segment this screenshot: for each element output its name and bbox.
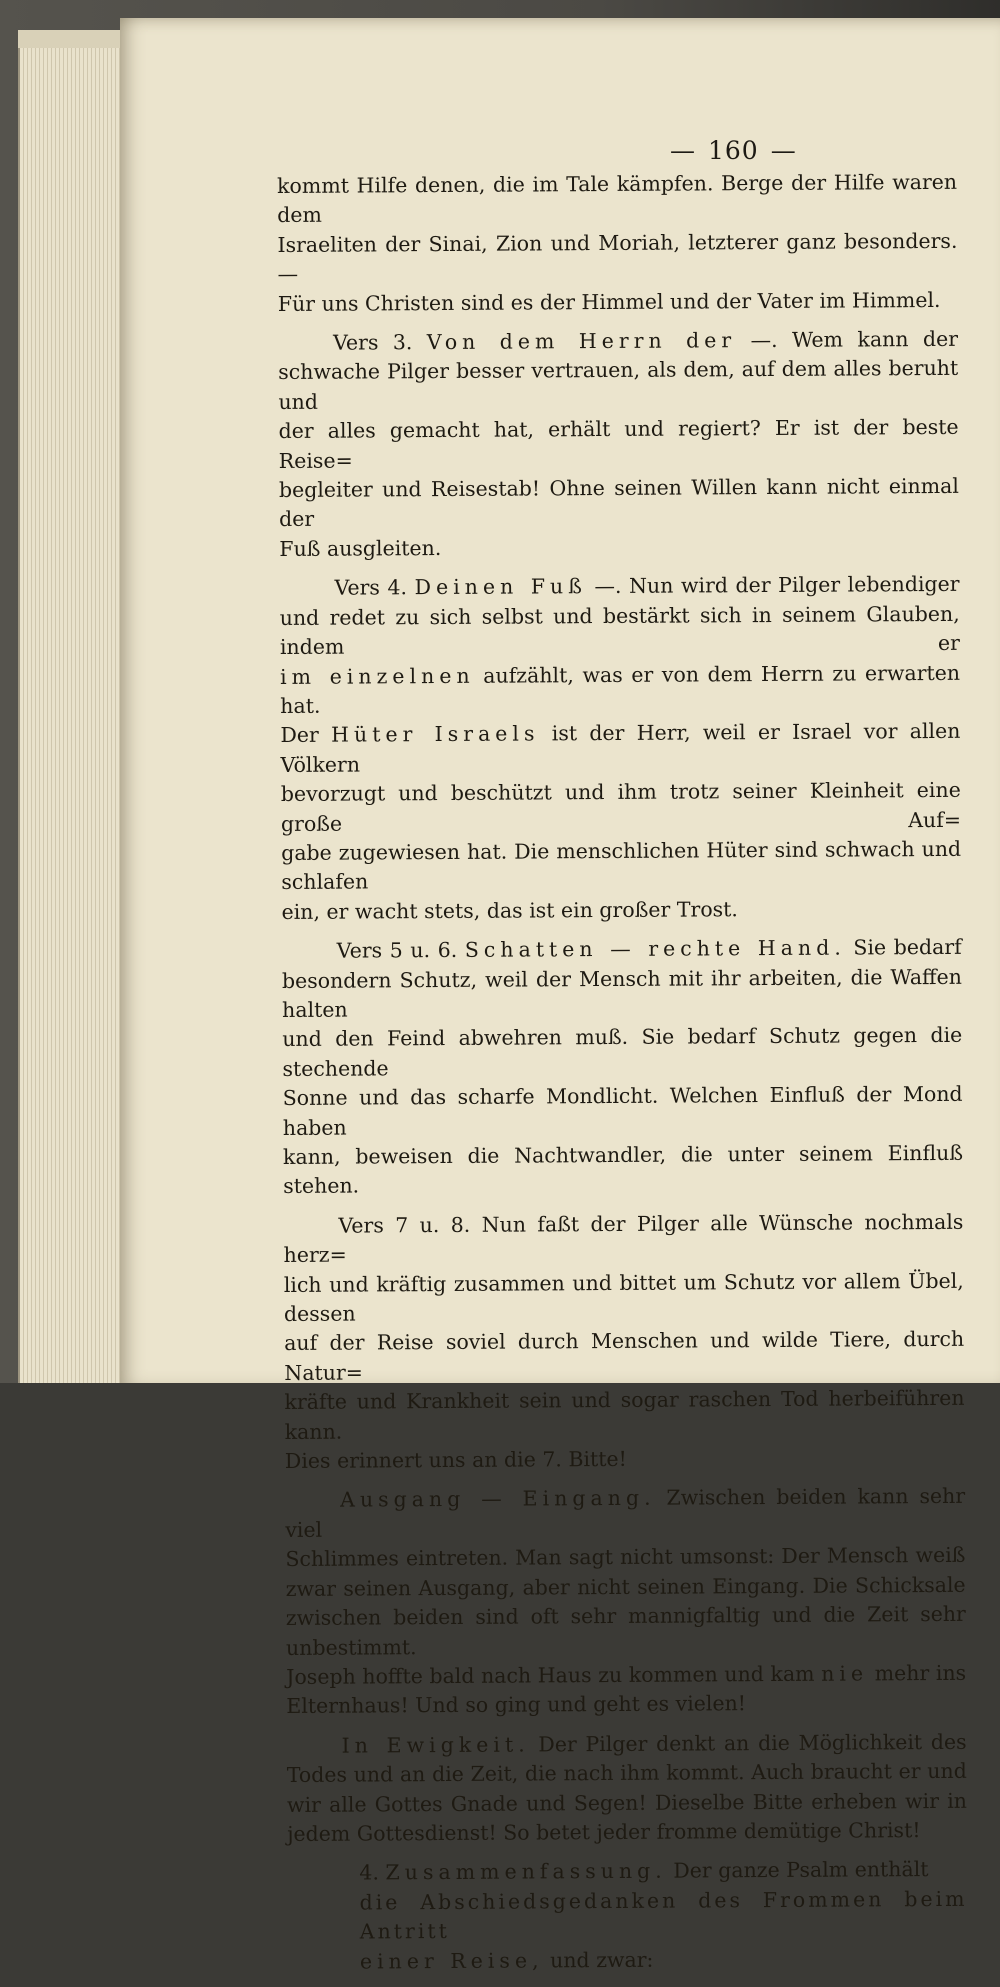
verse-label: Vers 5 u. 6. [336, 938, 458, 963]
text-fragment: Nun faßt der Pilger alle Wünsche nochmals herz= [283, 1209, 964, 1268]
verse-lead-spaced: Ausgang — Eingang. [340, 1486, 656, 1513]
text-line: zwar seinen Ausgang, aber nicht seinen Eingang. Die Schicksale [285, 1572, 966, 1601]
text-fragment: mehr ins [874, 1660, 967, 1686]
text-line: auf der Reise soviel durch Menschen und wilde Tiere, durch Natur= [284, 1327, 965, 1385]
text-line: schwache Pilger besser vertrauen, als dem, auf dem alles beruht und [278, 356, 959, 414]
section-summary [287, 1855, 968, 1977]
text-line [280, 717, 960, 780]
text-line: ein, er wacht stets, das ist ein großer Trost. [281, 896, 738, 924]
text-fragment: —. Nun wird der Pilger lebendiger [594, 572, 960, 599]
text-line: zwischen beiden sind oft sehr mannigfaltig und die Zeit sehr unbestimmt. [285, 1601, 966, 1660]
verse-label: Vers 3. [332, 330, 413, 355]
text-fragment: und zwar: [550, 1947, 654, 1972]
text-line: besondern Schutz, weil der Mensch mit ihr arbeiten, die Waffen halten [281, 964, 962, 1022]
text-line [280, 658, 960, 721]
text-line [287, 1855, 967, 1889]
verse-lead-spaced: Von dem Herrn der [426, 328, 737, 355]
paragraph-vers-5-6 [282, 933, 964, 1202]
text-line: Todes und an die Zeit, die nach ihm kommt. Auch braucht er und [286, 1758, 967, 1788]
text-line [278, 325, 958, 359]
page-number-value: 160 [708, 136, 759, 165]
verse-lead-spaced: In Ewigkeit. [341, 1732, 530, 1758]
text-fragment: aufzählt, was er von dem Herrn zu erwarten hat. [280, 660, 961, 718]
text-line [287, 1885, 967, 1948]
text-line [287, 1728, 967, 1762]
text-line [282, 933, 962, 967]
verse-lead-spaced: Deinen Fuß [414, 574, 588, 600]
text-fragment: Sie bedarf [853, 934, 962, 960]
spaced-phrase: Hüter Israels [331, 721, 540, 747]
text-line: kräfte und Krankheit sein und sogar raschen Tod herbeiführen kann. [284, 1386, 965, 1444]
text-line [283, 1208, 963, 1271]
verse-lead-spaced: Schatten — rechte Hand. [464, 935, 846, 963]
spaced-phrase: einer Reise, [359, 1947, 544, 1974]
section-number: 4. [359, 1860, 380, 1885]
text-line [285, 1482, 965, 1545]
text-line: und den Feind abwehren muß. Sie bedarf Schutz gegen die stechende [282, 1023, 963, 1081]
verse-label: Vers 7 u. 8. [338, 1212, 471, 1238]
page-number [658, 136, 809, 165]
text-line: Dies erinnert uns an die 7. Bitte! [284, 1446, 627, 1474]
text-line [279, 570, 959, 604]
text-line [288, 1943, 968, 1977]
text-line: Schlimmes eintreten. Man sagt nicht umsonst: Der Mensch weiß [285, 1543, 966, 1572]
paragraph-in-ewigkeit [287, 1728, 968, 1850]
section-heading: Zusammenfassung. [385, 1858, 667, 1885]
text-line: Für uns Christen sind es der Himmel und der Vater im Himmel. [277, 287, 941, 316]
page-stack-edges [18, 30, 130, 1383]
spaced-phrase: die Abschiedsgedanken des Frommen beim Antritt [359, 1886, 968, 1944]
text-line: gabe zugewiesen hat. Die menschlichen Hüter sind schwach und schlafen [281, 836, 962, 895]
paragraph-vers-4 [279, 570, 961, 927]
text-line: Sonne und das scharfe Mondlicht. Welchen Einfluß der Mond haben [282, 1082, 963, 1140]
text-fragment: —. Wem kann der [750, 326, 959, 353]
paragraph-intro [277, 168, 958, 319]
text-line: kann, beweisen die Nachtwandler, die unter seinem Einfluß stehen. [282, 1140, 964, 1199]
text-line: Fuß ausgleiten. [279, 535, 442, 561]
verse-label: Vers 4. [334, 575, 408, 600]
page-body-text [277, 168, 968, 1987]
text-line: Israeliten der Sinai, Zion und Moriah, letzterer ganz besonders. — [277, 228, 958, 287]
text-line: der alles gemacht hat, erhält und regiert? Er ist der beste Reise= [278, 415, 959, 473]
text-fragment: Der [280, 723, 319, 748]
text-line: begleiter und Reisestab! Ohne seinen Willen kann nicht einmal der [278, 473, 960, 532]
paragraph-ausgang-eingang [285, 1482, 966, 1721]
text-line: bevorzugt und beschützt und ihm trotz seiner Kleinheit eine große Auf= [280, 777, 962, 836]
text-line: jedem Gottesdienst! So betet jeder fromme demütige Christ! [287, 1818, 921, 1846]
text-fragment: Joseph hoffte bald nach Haus zu kommen und kam [286, 1661, 815, 1689]
paragraph-vers-3 [278, 325, 959, 564]
text-line: und redet zu sich selbst und bestärkt sich in seinem Glauben, indem er [279, 601, 960, 660]
text-fragment: Der ganze Psalm enthält [673, 1857, 929, 1883]
text-line: lich und kräftig zusammen und bittet um Schutz vor allem Übel, dessen [283, 1268, 964, 1327]
spaced-phrase: nie [821, 1661, 869, 1686]
text-fragment: ist der Herr, weil er Israel vor allen Völkern [280, 719, 961, 777]
text-line: wir alle Gottes Gnade und Segen! Dieselbe Bitte erheben wir in [286, 1788, 968, 1817]
text-fragment: Der Pilger denkt an die Möglichkeit des [538, 1729, 967, 1757]
paragraph-vers-7-8 [283, 1208, 965, 1477]
text-line [286, 1659, 966, 1693]
text-line: Elternhaus! Und so ging und geht es vielen! [286, 1691, 747, 1719]
page-number-dash-left: — [670, 136, 696, 165]
spaced-phrase: im einzelnen [280, 663, 475, 689]
text-line: kommt Hilfe denen, die im Tale kämpfen. Berge der Hilfe waren dem [277, 169, 958, 228]
page-number-dash-right: — [770, 136, 797, 165]
text-fragment: Zwischen beiden kann sehr viel [285, 1484, 966, 1542]
